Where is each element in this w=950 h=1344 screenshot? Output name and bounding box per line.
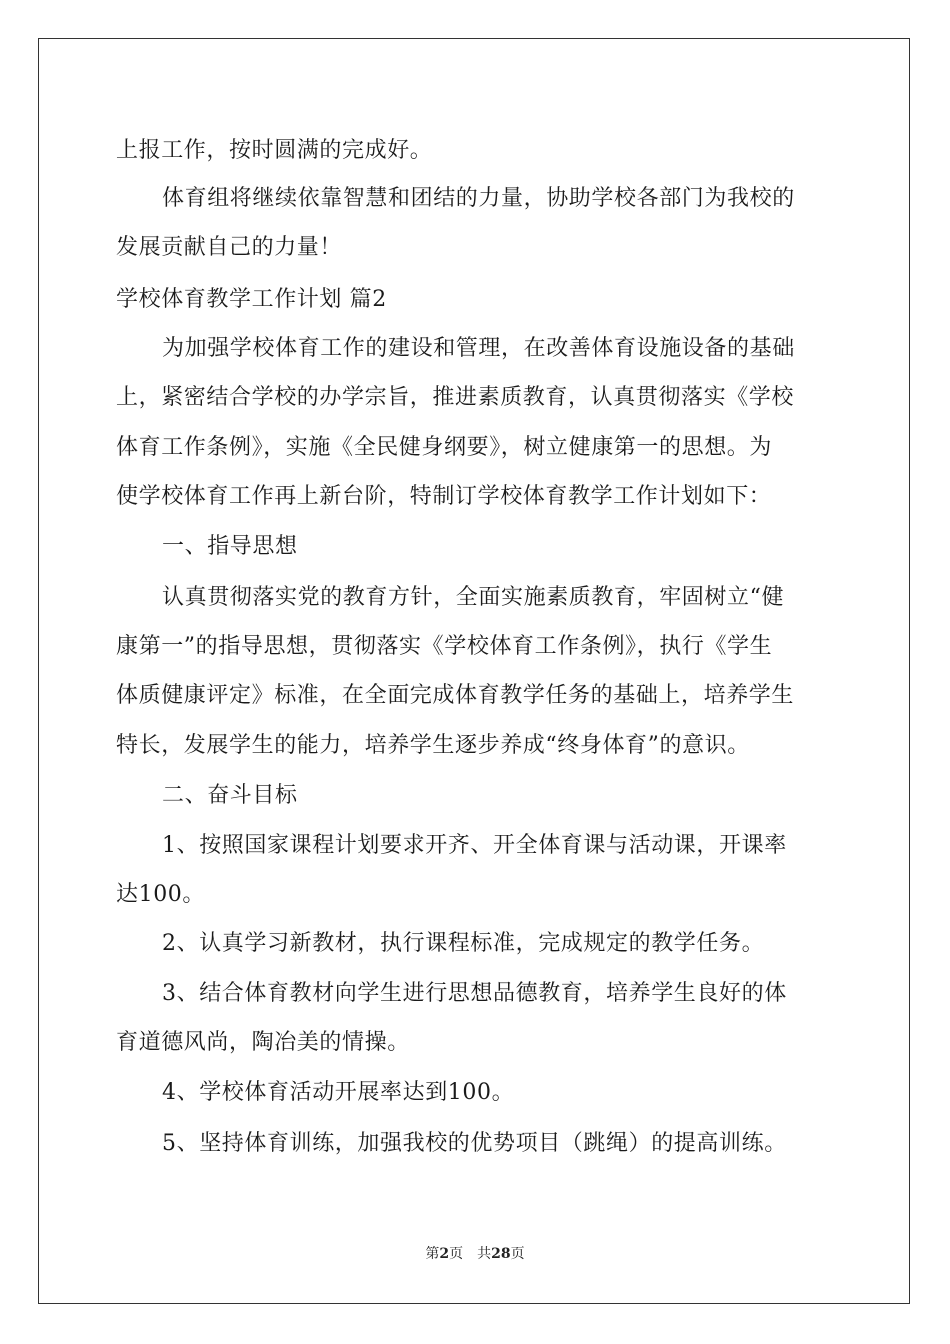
- heading-guiding-ideology: 一、指导思想: [162, 534, 298, 559]
- footer-total-pages: 28: [491, 1246, 511, 1262]
- list-item-continuation: 育道德风尚，陶冶美的情操。: [116, 1030, 410, 1055]
- list-item: 3、结合体育教材向学生进行思想品德教育，培养学生良好的体: [162, 981, 787, 1006]
- paragraph-line: 上，紧密结合学校的办学宗旨，推进素质教育，认真贯彻落实《学校: [116, 385, 795, 410]
- paragraph-line: 体育工作条例》，实施《全民健身纲要》，树立健康第一的思想。为: [116, 435, 773, 460]
- list-item: 1、按照国家课程计划要求开齐、开全体育课与活动课，开课率: [162, 833, 787, 858]
- paragraph-line: 上报工作，按时圆满的完成好。: [116, 138, 433, 163]
- paragraph-line: 发展贡献自己的力量！: [116, 235, 343, 260]
- paragraph-line: 认真贯彻落实党的教育方针，全面实施素质教育，牢固树立“健: [162, 585, 785, 610]
- page-footer: [0, 1244, 950, 1264]
- list-item: 2、认真学习新教材，执行课程标准，完成规定的教学任务。: [162, 931, 765, 956]
- paragraph-line: 体育组将继续依靠智慧和团结的力量，协助学校各部门为我校的: [162, 186, 795, 211]
- footer-total-suffix: 页: [510, 1246, 525, 1262]
- list-item: 5、坚持体育训练，加强我校的优势项目（跳绳）的提高训练。: [162, 1131, 787, 1156]
- paragraph-line: 体质健康评定》标准，在全面完成体育教学任务的基础上，培养学生: [116, 683, 795, 708]
- footer-page-number: 2: [439, 1246, 450, 1262]
- heading-goals: 二、奋斗目标: [162, 783, 298, 808]
- section-title: 学校体育教学工作计划 篇2: [116, 287, 387, 312]
- paragraph-line: 使学校体育工作再上新台阶，特制订学校体育教学工作计划如下：: [116, 484, 772, 509]
- page-border: [38, 38, 910, 1304]
- footer-page-prefix: 第: [425, 1246, 440, 1262]
- paragraph-line: 康第一”的指导思想，贯彻落实《学校体育工作条例》，执行《学生: [116, 634, 773, 659]
- footer-page-suffix: 页: [449, 1246, 464, 1262]
- paragraph-line: 为加强学校体育工作的建设和管理，在改善体育设施设备的基础: [162, 336, 795, 361]
- list-item: 4、学校体育活动开展率达到100。: [162, 1080, 515, 1105]
- paragraph-line: 特长，发展学生的能力，培养学生逐步养成“终身体育”的意识。: [116, 733, 750, 758]
- footer-total-prefix: 共: [477, 1246, 492, 1262]
- list-item-continuation: 达100。: [116, 882, 205, 907]
